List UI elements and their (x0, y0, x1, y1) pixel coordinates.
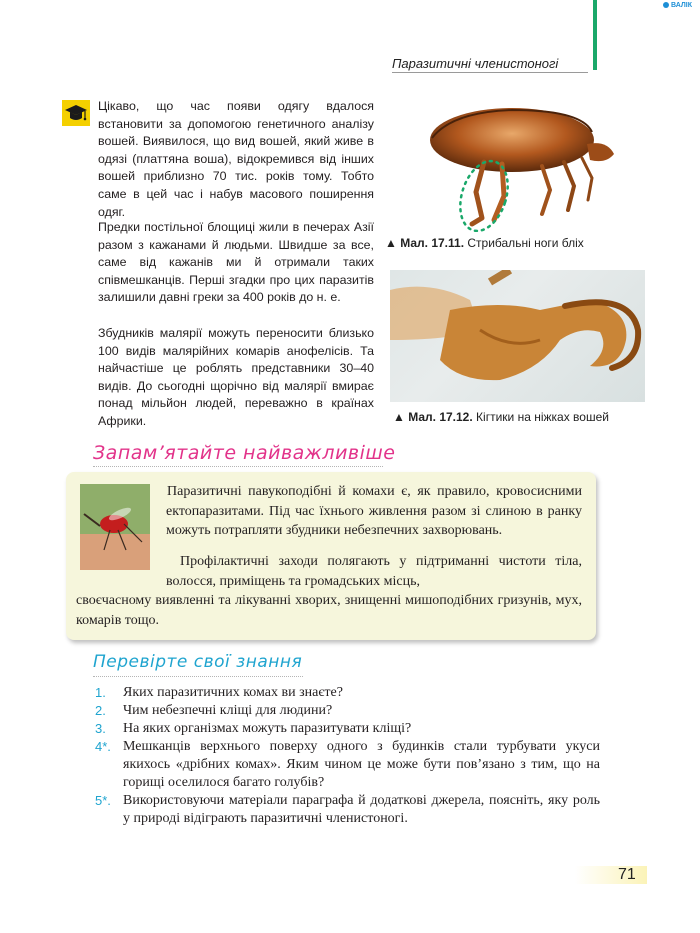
paragraph-bed-bugs: Предки постільної блощиці жили в печерах Азії разом з кажанами й людьми. Швидше за все, саме від кажанів ми й отримали таких співмешканців. Перші згадки про цих паразитів залишили давні греки за 400 років до н. е. (98, 220, 374, 305)
summary-paragraph-1: Паразитичні павукоподібні й комахи є, як правило, кровосисними ектопаразитами. Під час їхнього живлення разом зі слиною в ранку можуть потрапляти збудники небезпечних захворювань. (166, 484, 582, 538)
question-number: 4*. (95, 739, 111, 754)
paragraph-malaria: Збудників малярії можуть переносити близько 100 видів малярійних комарів анофелісів. Та найчастіше це роблять представники 30–40 видів. До сьогодні щорічно від малярії вмирає понад мільйон людей, переважно в країнах Африки. (98, 326, 374, 428)
remember-divider (93, 466, 383, 467)
figure-caption-louse: ▲ Мал. 17.12. Кігтики на ніжках вошей (393, 410, 609, 424)
flea-illustration (392, 92, 644, 232)
question-number: 1. (95, 685, 106, 700)
summary-paragraph-2-start: Профілактичні заходи полягають у підтриманні чистоти тіла, волосся, приміщень та громадських місць, (166, 554, 582, 589)
summary-paragraph-2-end: своєчасному виявленні та лікуванні хворих, знищенні мишоподібних гризунів, мух, комарів тощо. (76, 593, 582, 628)
flea-photo (392, 92, 644, 232)
question-text: На яких організмах можуть паразитувати кліщі? (123, 721, 412, 736)
paragraph-clothing-lice: Цікаво, що час появи одягу вдалося встановити за допомогою генетичного аналізу вошей. Виявилося, що вид вошей, який живе в одязі (платтяна воша), відокремився від інших вошей приблизно 70 тис. років тому. Тобто саме в цей час і набув масового поширення одяг. (98, 99, 374, 219)
question-item (95, 738, 600, 792)
question-text: Використовуючи матеріали параграфа й додаткові джерела, поясніть, яку роль у природі відіграють паразитичні членистоногі. (123, 793, 600, 826)
graduation-cap-icon (62, 100, 90, 126)
question-text: Яких паразитичних комах ви знаєте? (123, 685, 343, 700)
brand-logo (663, 2, 692, 9)
header-accent-bar (593, 0, 597, 70)
figure-caption-flea: ▲ Мал. 17.11. Стрибальні ноги бліх (385, 236, 584, 250)
louse-claw-photo (390, 270, 645, 402)
figure-caption-text: Кігтики на ніжках вошей (476, 410, 609, 424)
chapter-title: Паразитичні членистоногі (392, 56, 559, 71)
louse-claw-illustration (390, 270, 645, 402)
header-divider (392, 72, 588, 73)
figure-label: Мал. 17.12. (408, 410, 473, 424)
figure-label: Мал. 17.11. (400, 236, 465, 250)
brand-text: ВАЛІК (671, 2, 692, 9)
check-knowledge-divider (93, 676, 303, 677)
question-item (95, 684, 600, 702)
question-text: Мешканців верхнього поверху одного з будинків стали турбувати укуси якихось «дрібних комах». Яким чином це може бути пов’язано з тим, що на горищі оселилося багато голубів? (123, 739, 600, 790)
question-item (95, 720, 600, 738)
figure-caption-text: Стрибальні ноги бліх (467, 236, 584, 250)
check-knowledge-heading: Перевірте свої знання (93, 652, 303, 672)
question-number: 2. (95, 703, 106, 718)
brand-logo-icon (663, 2, 669, 8)
question-text: Чим небезпечні кліщі для людини? (123, 703, 333, 718)
page-number: 71 (618, 866, 636, 883)
question-item (95, 702, 600, 720)
question-number: 3. (95, 721, 106, 736)
question-number: 5*. (95, 793, 111, 808)
question-item (95, 792, 600, 828)
remember-heading: Запам’ятайте найважливіше (93, 442, 396, 464)
mosquito-photo (80, 484, 150, 570)
page-number-band (575, 866, 647, 884)
